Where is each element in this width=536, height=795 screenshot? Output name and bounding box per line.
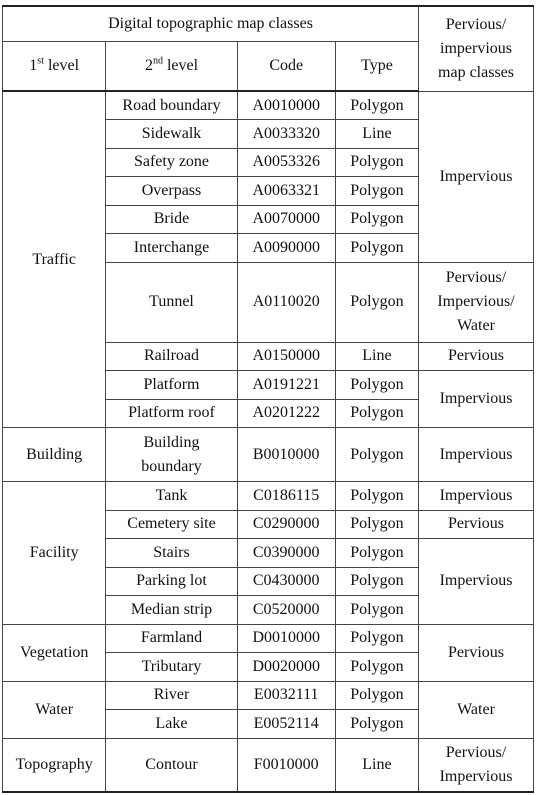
header-pervious-line3: map classes [438, 63, 514, 81]
header-type: Type [335, 41, 418, 91]
row-code: A0201222 [237, 399, 335, 428]
row-name: Railroad [106, 342, 237, 371]
row-code: C0430000 [237, 567, 335, 596]
row-name: Median strip [106, 596, 237, 625]
class-contour-line1: Pervious/ [445, 743, 507, 761]
row-name: Lake [106, 710, 237, 739]
table-row [3, 428, 534, 482]
header-pervious-line2: impervious [440, 39, 513, 57]
row-name: Overpass [106, 177, 237, 206]
row-code: C0520000 [237, 596, 335, 625]
group-vegetation: Vegetation [3, 624, 106, 681]
row-type: Polygon [335, 482, 418, 511]
row-code: D0010000 [237, 624, 335, 653]
class-railroad: Pervious [419, 342, 534, 371]
row-type: Polygon [335, 539, 418, 568]
row-code: A0110020 [237, 262, 335, 342]
row-name: Stairs [106, 539, 237, 568]
row-code: A0033320 [237, 120, 335, 149]
row-type: Polygon [335, 262, 418, 342]
row-code: A0053326 [237, 148, 335, 177]
class-contour-line2: Impervious [439, 767, 513, 785]
row-code: E0052114 [237, 710, 335, 739]
row-name: Platform roof [106, 399, 237, 428]
row-name: Interchange [106, 234, 237, 263]
row-name-line1: Building [143, 433, 200, 451]
row-code: A0150000 [237, 342, 335, 371]
row-type: Polygon [335, 234, 418, 263]
row-code: D0020000 [237, 653, 335, 682]
class-water: Water [419, 681, 534, 738]
row-name: Safety zone [106, 148, 237, 177]
table-row [3, 91, 534, 120]
class-facility-rest: Impervious [419, 539, 534, 625]
group-water: Water [3, 681, 106, 738]
row-code: A0063321 [237, 177, 335, 206]
table-row [3, 482, 534, 511]
row-type: Line [335, 342, 418, 371]
class-tank: Impervious [419, 482, 534, 511]
row-code: F0010000 [237, 738, 335, 792]
row-type: Polygon [335, 596, 418, 625]
row-name-line2: boundary [141, 457, 202, 475]
row-code: A0010000 [237, 91, 335, 120]
group-traffic: Traffic [3, 91, 106, 428]
row-type: Polygon [335, 428, 418, 482]
header-level1: 1st level [3, 41, 106, 91]
row-code: A0090000 [237, 234, 335, 263]
row-name: Road boundary [106, 91, 237, 120]
row-name: Parking lot [106, 567, 237, 596]
group-topography: Topography [3, 738, 106, 792]
class-vegetation: Pervious [419, 624, 534, 681]
table-row [3, 738, 534, 792]
row-type: Line [335, 738, 418, 792]
class-tunnel-line3: Water [457, 317, 495, 334]
row-code: A0191221 [237, 371, 335, 400]
row-name: Contour [106, 738, 237, 792]
class-building: Impervious [419, 428, 534, 482]
header-row-1 [3, 6, 534, 41]
row-name: Bride [106, 205, 237, 234]
class-cemetery: Pervious [419, 510, 534, 539]
row-name: Farmland [106, 624, 237, 653]
row-name [106, 428, 237, 482]
row-code: E0032111 [237, 681, 335, 710]
row-name: Cemetery site [106, 510, 237, 539]
row-code: B0010000 [237, 428, 335, 482]
row-type: Polygon [335, 653, 418, 682]
table-row [3, 624, 534, 653]
class-tunnel-line1: Pervious/ [445, 269, 507, 286]
row-name: Tunnel [106, 262, 237, 342]
row-code: A0070000 [237, 205, 335, 234]
row-type: Polygon [335, 510, 418, 539]
class-tunnel-line2: Impervious/ [437, 293, 515, 310]
table-row [3, 681, 534, 710]
row-type: Polygon [335, 399, 418, 428]
row-type: Polygon [335, 681, 418, 710]
map-class-table [2, 5, 534, 793]
row-code: C0390000 [237, 539, 335, 568]
header-code: Code [237, 41, 335, 91]
row-type: Polygon [335, 91, 418, 120]
row-name: Tank [106, 482, 237, 511]
header-pervious [419, 6, 534, 91]
row-type: Polygon [335, 710, 418, 739]
header-group-title: Digital topographic map classes [3, 6, 419, 41]
group-facility: Facility [3, 482, 106, 625]
row-type: Polygon [335, 624, 418, 653]
row-code: C0186115 [237, 482, 335, 511]
row-type: Line [335, 120, 418, 149]
row-code: C0290000 [237, 510, 335, 539]
group-building: Building [3, 428, 106, 482]
row-type: Polygon [335, 205, 418, 234]
row-name: River [106, 681, 237, 710]
row-type: Polygon [335, 567, 418, 596]
class-impervious-traffic: Impervious [419, 91, 534, 262]
header-level2: 2nd level [106, 41, 237, 91]
header-pervious-line1: Pervious/ [445, 15, 507, 33]
row-type: Polygon [335, 371, 418, 400]
row-type: Polygon [335, 177, 418, 206]
class-platform: Impervious [419, 371, 534, 428]
class-tunnel [419, 262, 534, 342]
row-name: Tributary [106, 653, 237, 682]
row-type: Polygon [335, 148, 418, 177]
class-contour [419, 738, 534, 792]
row-name: Sidewalk [106, 120, 237, 149]
row-name: Platform [106, 371, 237, 400]
